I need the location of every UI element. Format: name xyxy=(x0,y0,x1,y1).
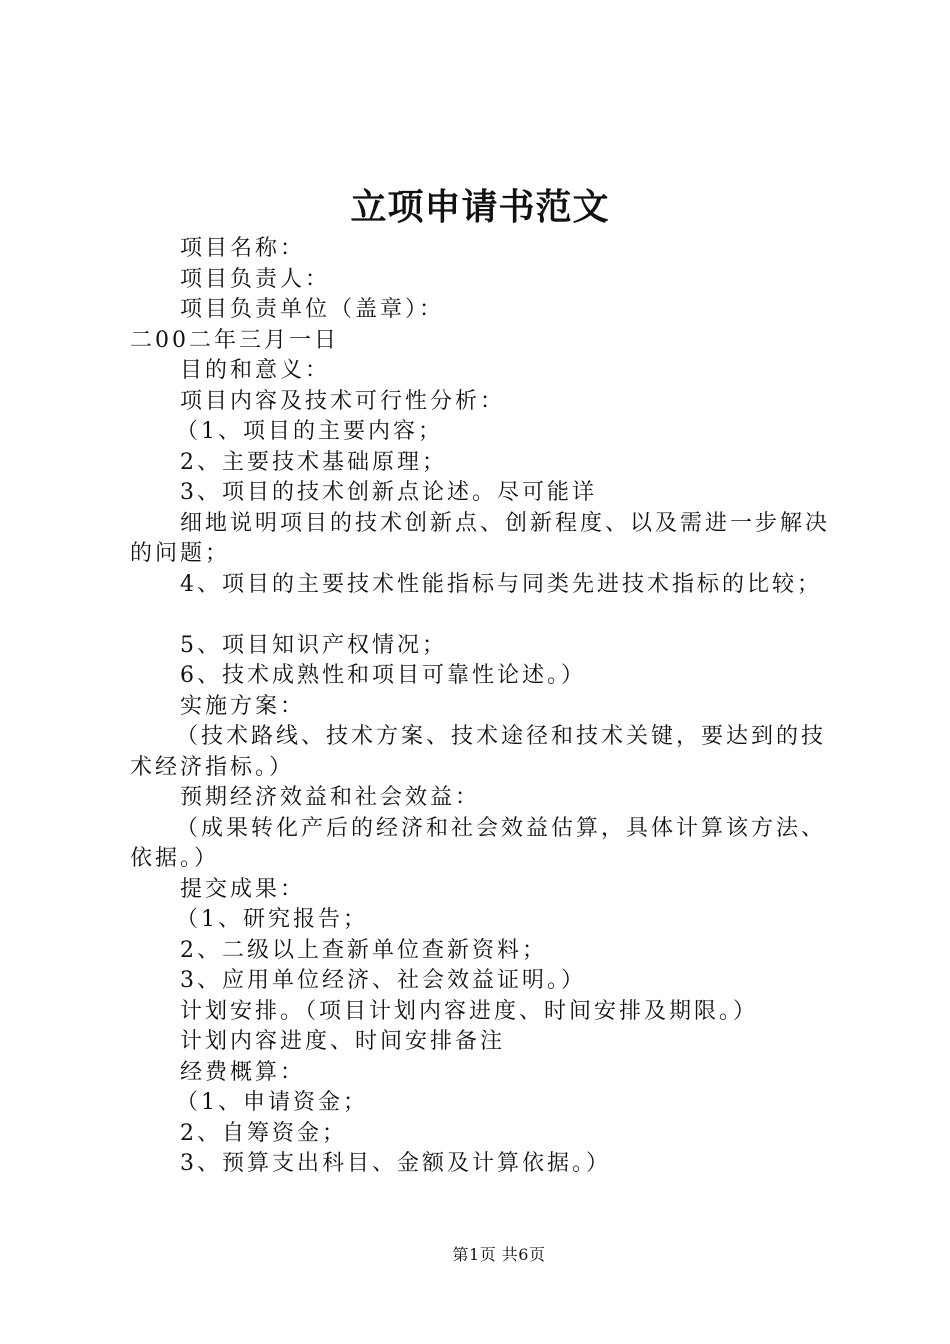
list-item: 5、项目知识产权情况； xyxy=(180,632,447,658)
paragraph: （技术路线、技术方案、技术途径和技术关键，要达到的技术经济指标。） xyxy=(130,724,827,780)
section-implementation: 实施方案： xyxy=(180,693,306,719)
list-item: 3、项目的技术创新点论述。尽可能详 xyxy=(180,480,597,505)
section-content-feasibility: 项目内容及技术可行性分析： xyxy=(180,388,506,414)
document-date: 二00二年三月一日 xyxy=(130,327,339,353)
section-budget: 经费概算： xyxy=(180,1059,306,1085)
document-title: 立项申请书范文 xyxy=(350,187,610,228)
list-item: （1、项目的主要内容； xyxy=(176,419,443,444)
list-item: 2、自筹资金； xyxy=(180,1120,347,1146)
list-item: （1、研究报告； xyxy=(176,907,368,932)
schedule-header: 计划内容进度、时间安排备注 xyxy=(180,1029,506,1054)
page-footer: 第1页 共6页 xyxy=(452,1245,546,1264)
section-purpose: 目的和意义： xyxy=(180,358,331,383)
document-body xyxy=(130,234,850,1180)
list-item: 2、主要技术基础原理； xyxy=(180,449,447,475)
list-item: 4、项目的主要技术性能指标与同类先进技术指标的比较； xyxy=(180,571,822,597)
list-item: 3、预算支出科目、金额及计算依据。） xyxy=(180,1151,611,1176)
list-item: 2、二级以上查新单位查新资料； xyxy=(180,937,547,963)
section-schedule: 计划安排。（项目计划内容进度、时间安排及期限。） xyxy=(180,998,759,1024)
field-project-leader: 项目负责人： xyxy=(180,266,331,292)
paragraph: 细地说明项目的技术创新点、创新程度、以及需进一步解决的问题； xyxy=(130,510,831,566)
blank-line xyxy=(130,600,850,631)
field-responsible-unit: 项目负责单位（盖章）： xyxy=(180,297,445,322)
field-project-name: 项目名称： xyxy=(180,236,306,261)
list-item: （1、申请资金； xyxy=(176,1090,368,1115)
paragraph: （成果转化产后的经济和社会效益估算，具体计算该方法、依据。） xyxy=(130,815,827,871)
section-expected-benefits: 预期经济效益和社会效益： xyxy=(180,785,481,810)
section-deliverables: 提交成果： xyxy=(180,876,306,902)
list-item: 3、应用单位经济、社会效益证明。） xyxy=(180,968,586,993)
list-item: 6、技术成熟性和项目可靠性论述。） xyxy=(180,663,586,688)
